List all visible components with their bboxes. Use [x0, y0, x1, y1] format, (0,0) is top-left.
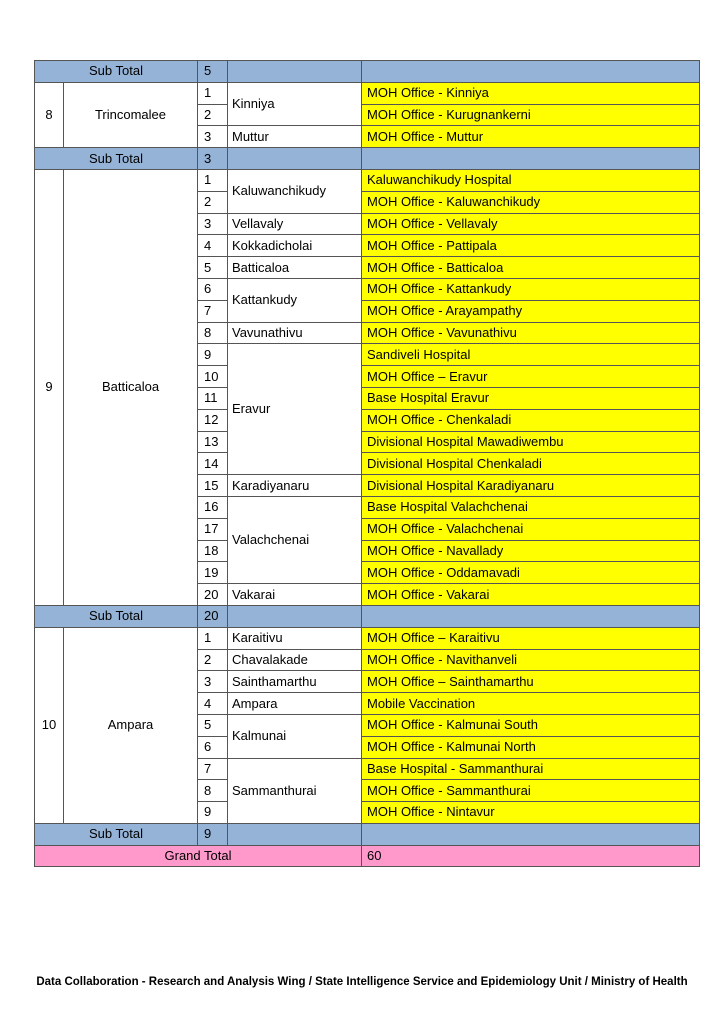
vaccination-site: Divisional Hospital Mawadiwembu — [362, 431, 700, 453]
district-name: Batticaloa — [64, 169, 198, 605]
grand-total-row — [35, 845, 700, 867]
subtotal-label: Sub Total — [35, 61, 198, 83]
subtotal-row — [35, 61, 700, 83]
subtotal-row — [35, 605, 700, 627]
row-number: 20 — [198, 584, 228, 606]
vaccination-site: Base Hospital Valachchenai — [362, 496, 700, 518]
vaccination-site: MOH Office - Kaluwanchikudy — [362, 191, 700, 213]
subtotal-row — [35, 823, 700, 845]
moh-area: Ampara — [228, 693, 362, 715]
vaccination-site: MOH Office - Navallady — [362, 540, 700, 562]
vaccination-site: MOH Office - Kattankudy — [362, 278, 700, 300]
vaccination-site: Kaluwanchikudy Hospital — [362, 169, 700, 191]
vaccination-site: MOH Office - Kalmunai North — [362, 736, 700, 758]
moh-area: Karaitivu — [228, 627, 362, 649]
vaccination-site: MOH Office - Oddamavadi — [362, 562, 700, 584]
subtotal-label: Sub Total — [35, 148, 198, 170]
row-number: 5 — [198, 714, 228, 736]
row-number: 18 — [198, 540, 228, 562]
row-number: 4 — [198, 693, 228, 715]
row-number: 2 — [198, 104, 228, 126]
vaccination-site: MOH Office - Valachchenai — [362, 518, 700, 540]
district-name: Trincomalee — [64, 82, 198, 147]
vaccination-site: MOH Office - Kurugnankerni — [362, 104, 700, 126]
vaccination-site: MOH Office - Chenkaladi — [362, 409, 700, 431]
footer-note: Data Collaboration - Research and Analysis Wing / State Intelligence Service and Epidemiology Unit / Ministry of Health — [36, 976, 688, 988]
subtotal-value: 3 — [198, 148, 228, 170]
district-number: 10 — [35, 627, 64, 823]
subtotal-value: 5 — [198, 61, 228, 83]
district-number: 9 — [35, 169, 64, 605]
vaccination-site: Base Hospital - Sammanthurai — [362, 758, 700, 780]
vaccination-site: MOH Office – Sainthamarthu — [362, 671, 700, 693]
vaccination-site: MOH Office - Navithanveli — [362, 649, 700, 671]
moh-area: Vavunathivu — [228, 322, 362, 344]
row-number: 2 — [198, 191, 228, 213]
row-number: 5 — [198, 257, 228, 279]
row-number: 3 — [198, 213, 228, 235]
vaccination-site: MOH Office - Arayampathy — [362, 300, 700, 322]
vaccination-site: MOH Office - Nintavur — [362, 802, 700, 824]
moh-area: Muttur — [228, 126, 362, 148]
vaccination-site: Mobile Vaccination — [362, 693, 700, 715]
table-row — [35, 82, 700, 104]
row-number: 8 — [198, 322, 228, 344]
subtotal-value: 9 — [198, 823, 228, 845]
moh-area: Sammanthurai — [228, 758, 362, 823]
vaccination-centres-table — [34, 60, 700, 867]
moh-area: Sainthamarthu — [228, 671, 362, 693]
row-number: 1 — [198, 627, 228, 649]
vaccination-site: MOH Office – Eravur — [362, 366, 700, 388]
vaccination-site: MOH Office - Kalmunai South — [362, 714, 700, 736]
vaccination-site: MOH Office - Vakarai — [362, 584, 700, 606]
moh-area: Kokkadicholai — [228, 235, 362, 257]
row-number: 9 — [198, 802, 228, 824]
vaccination-site: MOH Office - Batticaloa — [362, 257, 700, 279]
moh-area: Kalmunai — [228, 714, 362, 758]
row-number: 17 — [198, 518, 228, 540]
moh-area: Vellavaly — [228, 213, 362, 235]
moh-area: Kinniya — [228, 82, 362, 126]
vaccination-site: MOH Office – Karaitivu — [362, 627, 700, 649]
subtotal-label: Sub Total — [35, 823, 198, 845]
row-number: 10 — [198, 366, 228, 388]
row-number: 15 — [198, 475, 228, 497]
moh-area: Kaluwanchikudy — [228, 169, 362, 213]
row-number: 14 — [198, 453, 228, 475]
moh-area: Karadiyanaru — [228, 475, 362, 497]
moh-area: Kattankudy — [228, 278, 362, 322]
moh-area: Vakarai — [228, 584, 362, 606]
district-number: 8 — [35, 82, 64, 147]
vaccination-site: MOH Office - Muttur — [362, 126, 700, 148]
vaccination-site: Divisional Hospital Karadiyanaru — [362, 475, 700, 497]
row-number: 3 — [198, 126, 228, 148]
row-number: 4 — [198, 235, 228, 257]
subtotal-value: 20 — [198, 605, 228, 627]
row-number: 1 — [198, 82, 228, 104]
moh-area: Batticaloa — [228, 257, 362, 279]
row-number: 8 — [198, 780, 228, 802]
district-name: Ampara — [64, 627, 198, 823]
moh-area: Valachchenai — [228, 496, 362, 583]
row-number: 7 — [198, 300, 228, 322]
row-number: 11 — [198, 387, 228, 409]
row-number: 19 — [198, 562, 228, 584]
moh-area: Eravur — [228, 344, 362, 475]
vaccination-site: MOH Office - Sammanthurai — [362, 780, 700, 802]
subtotal-label: Sub Total — [35, 605, 198, 627]
vaccination-site: MOH Office - Kinniya — [362, 82, 700, 104]
row-number: 9 — [198, 344, 228, 366]
row-number: 12 — [198, 409, 228, 431]
row-number: 2 — [198, 649, 228, 671]
moh-area: Chavalakade — [228, 649, 362, 671]
row-number: 7 — [198, 758, 228, 780]
vaccination-site: Sandiveli Hospital — [362, 344, 700, 366]
table-row — [35, 627, 700, 649]
row-number: 6 — [198, 278, 228, 300]
vaccination-site: MOH Office - Pattipala — [362, 235, 700, 257]
subtotal-row — [35, 148, 700, 170]
row-number: 16 — [198, 496, 228, 518]
grand-total-label: Grand Total — [35, 845, 362, 867]
row-number: 6 — [198, 736, 228, 758]
table-row — [35, 169, 700, 191]
grand-total-value: 60 — [362, 845, 700, 867]
vaccination-site: MOH Office - Vavunathivu — [362, 322, 700, 344]
vaccination-site: Base Hospital Eravur — [362, 387, 700, 409]
vaccination-site: MOH Office - Vellavaly — [362, 213, 700, 235]
row-number: 1 — [198, 169, 228, 191]
vaccination-site: Divisional Hospital Chenkaladi — [362, 453, 700, 475]
row-number: 13 — [198, 431, 228, 453]
row-number: 3 — [198, 671, 228, 693]
